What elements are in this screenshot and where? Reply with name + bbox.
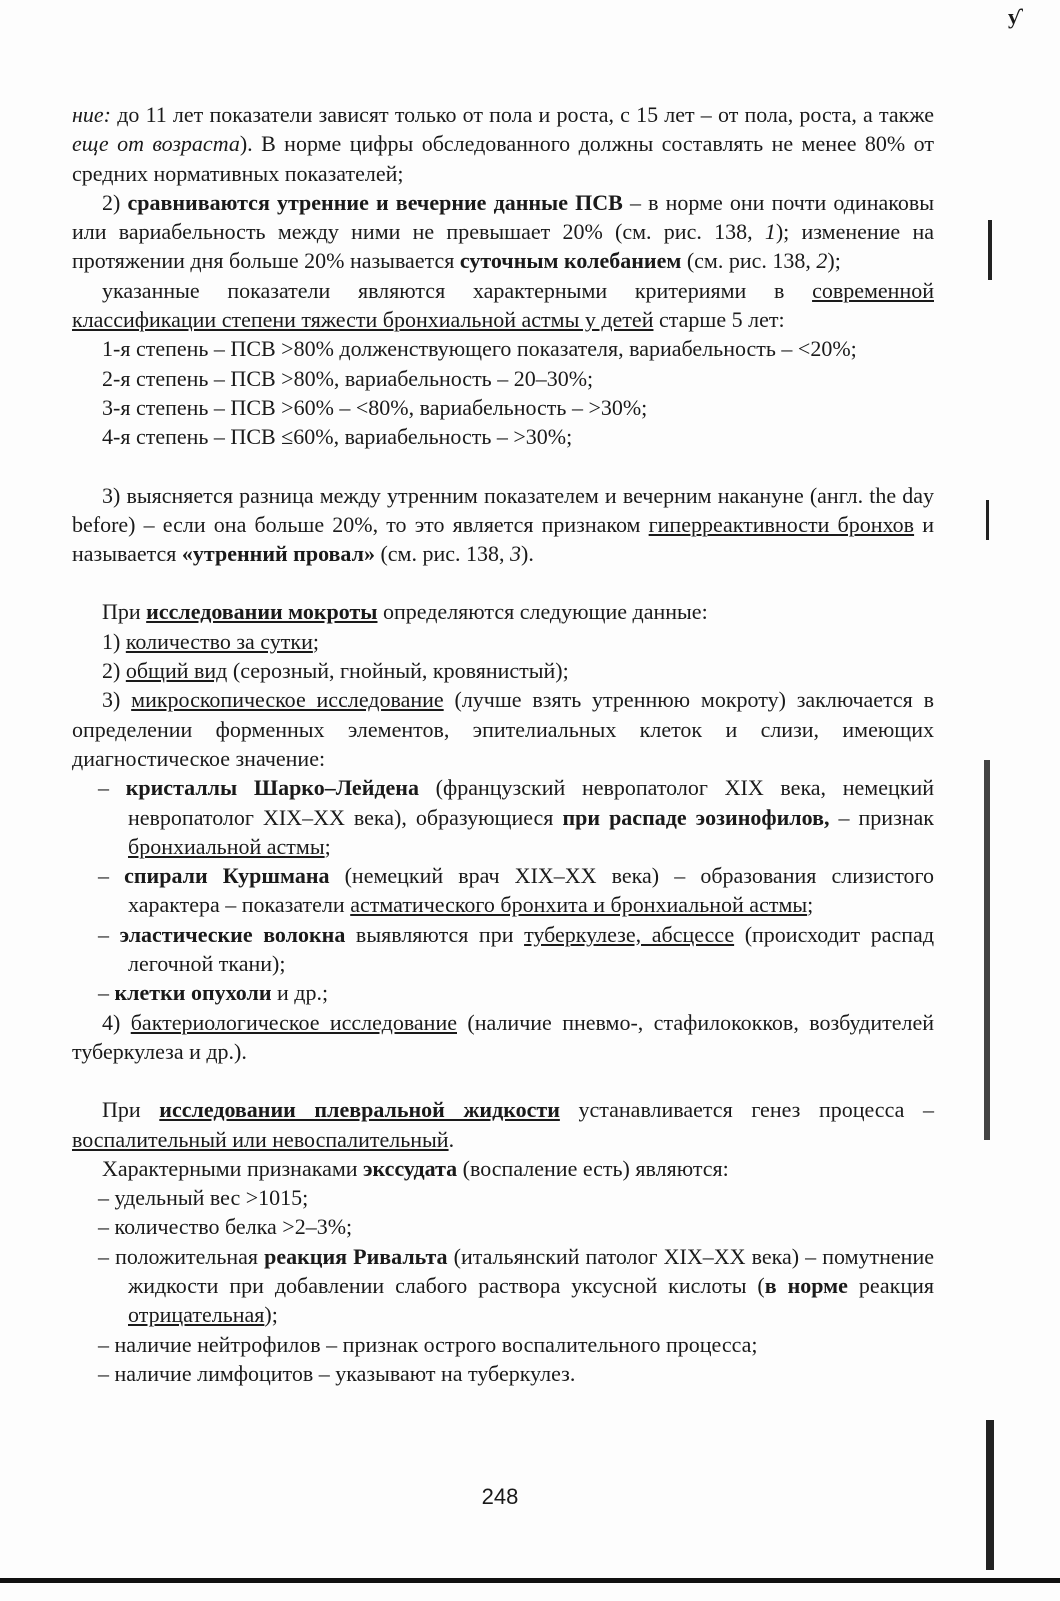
paragraph: – положительная реакция Ривальта (итальянский патолог XIX–XX века) – помутнение жидкости при добавлении слабого раствора уксусной кислоты (в норме реакция отрицательная);: [98, 1243, 934, 1328]
paragraph: 4) бактериологическое исследование (наличие пневмо-, стафилококков, возбудителей туберкулеза и др.).: [72, 1009, 934, 1064]
scan-artifact-mark: ƴ: [1008, 4, 1019, 29]
paragraph: 1) количество за сутки;: [102, 628, 319, 654]
paragraph: При исследовании мокроты определяются следующие данные:: [102, 599, 708, 625]
paragraph: Характерными признаками экссудата (воспаление есть) являются:: [102, 1155, 729, 1181]
page-body: [72, 100, 934, 1388]
paragraph: При исследовании плевральной жидкости устанавливается генез процесса – воспалительный или невоспалительный.: [72, 1097, 934, 1152]
paragraph: – эластические волокна выявляются при туберкулезе, абсцессе (происходит распад легочной ткани);: [98, 921, 935, 977]
paragraph: – удельный вес >1015;: [98, 1185, 309, 1211]
paragraph: – спирали Куршмана (немецкий врач XIX–XX века) – образования слизистого характера – показатели астматического бронхита и бронхиальной астмы;: [98, 863, 935, 918]
paragraph: 2-я степень – ПСВ >80%, вариабельность – 20–30%;: [102, 365, 594, 391]
paragraph: – наличие нейтрофилов – признак острого воспалительного процесса;: [98, 1331, 758, 1357]
paragraph-gap: [72, 568, 934, 597]
paragraph: 3) выясняется разница между утренним показателем и вечерним накануне (англ. the day before) – если она больше 20%, то это является признаком гиперреактивности бронхов и называется «утренний провал» (см. рис. 138, 3).: [72, 482, 935, 567]
paragraph: 3-я степень – ПСВ >60% – <80%, вариабельность – >30%;: [102, 394, 648, 420]
paragraph: – количество белка >2–3%;: [98, 1214, 353, 1240]
paragraph: 2) сравниваются утренние и вечерние данные ПСВ – в норме они почти одинаковы или вариабельность между ними не превышает 20% (см. рис. 138, 1); изменение на протяжении дня больше 20% называется суточным колебанием (см. рис. 138, 2);: [72, 189, 934, 274]
scan-edge-artifacts: [980, 200, 1000, 1560]
paragraph-gap: [72, 1066, 934, 1095]
paragraph: 1-я степень – ПСВ >80% долженствующего показателя, вариабельность – <20%;: [102, 336, 857, 362]
page-number: 248: [481, 1484, 519, 1509]
paragraph: 3) микроскопическое исследование (лучше взять утреннюю мокроту) заключается в определении форменных элементов, эпителиальных клеток и слизи, имеющих диагностическое значение:: [72, 687, 935, 771]
paragraph: 2) общий вид (серозный, гнойный, кровянистый);: [102, 658, 569, 684]
scan-bottom-edge: [0, 1578, 1060, 1583]
paragraph: – кристаллы Шарко–Лейдена (французский невропатолог XIX века, немецкий невропатолог XIX–XX века), образующиеся при распаде эозинофилов, – признак бронхиальной астмы;: [98, 775, 935, 859]
paragraph-gap: [72, 452, 934, 481]
paragraph: – клетки опухоли и др.;: [98, 980, 329, 1006]
paragraph: ние: до 11 лет показатели зависят только от пола и роста, с 15 лет – от пола, роста, а также еще от возраста). В норме цифры обследованного должны составлять не менее 80% от средних нормативных показателей;: [72, 102, 934, 186]
paragraph: – наличие лимфоцитов – указывают на туберкулез.: [98, 1360, 576, 1386]
paragraph: указанные показатели являются характерными критериями в современной классификации степени тяжести бронхиальной астмы у детей старше 5 лет:: [72, 277, 934, 333]
paragraph: 4-я степень – ПСВ ≤60%, вариабельность – >30%;: [102, 424, 573, 450]
